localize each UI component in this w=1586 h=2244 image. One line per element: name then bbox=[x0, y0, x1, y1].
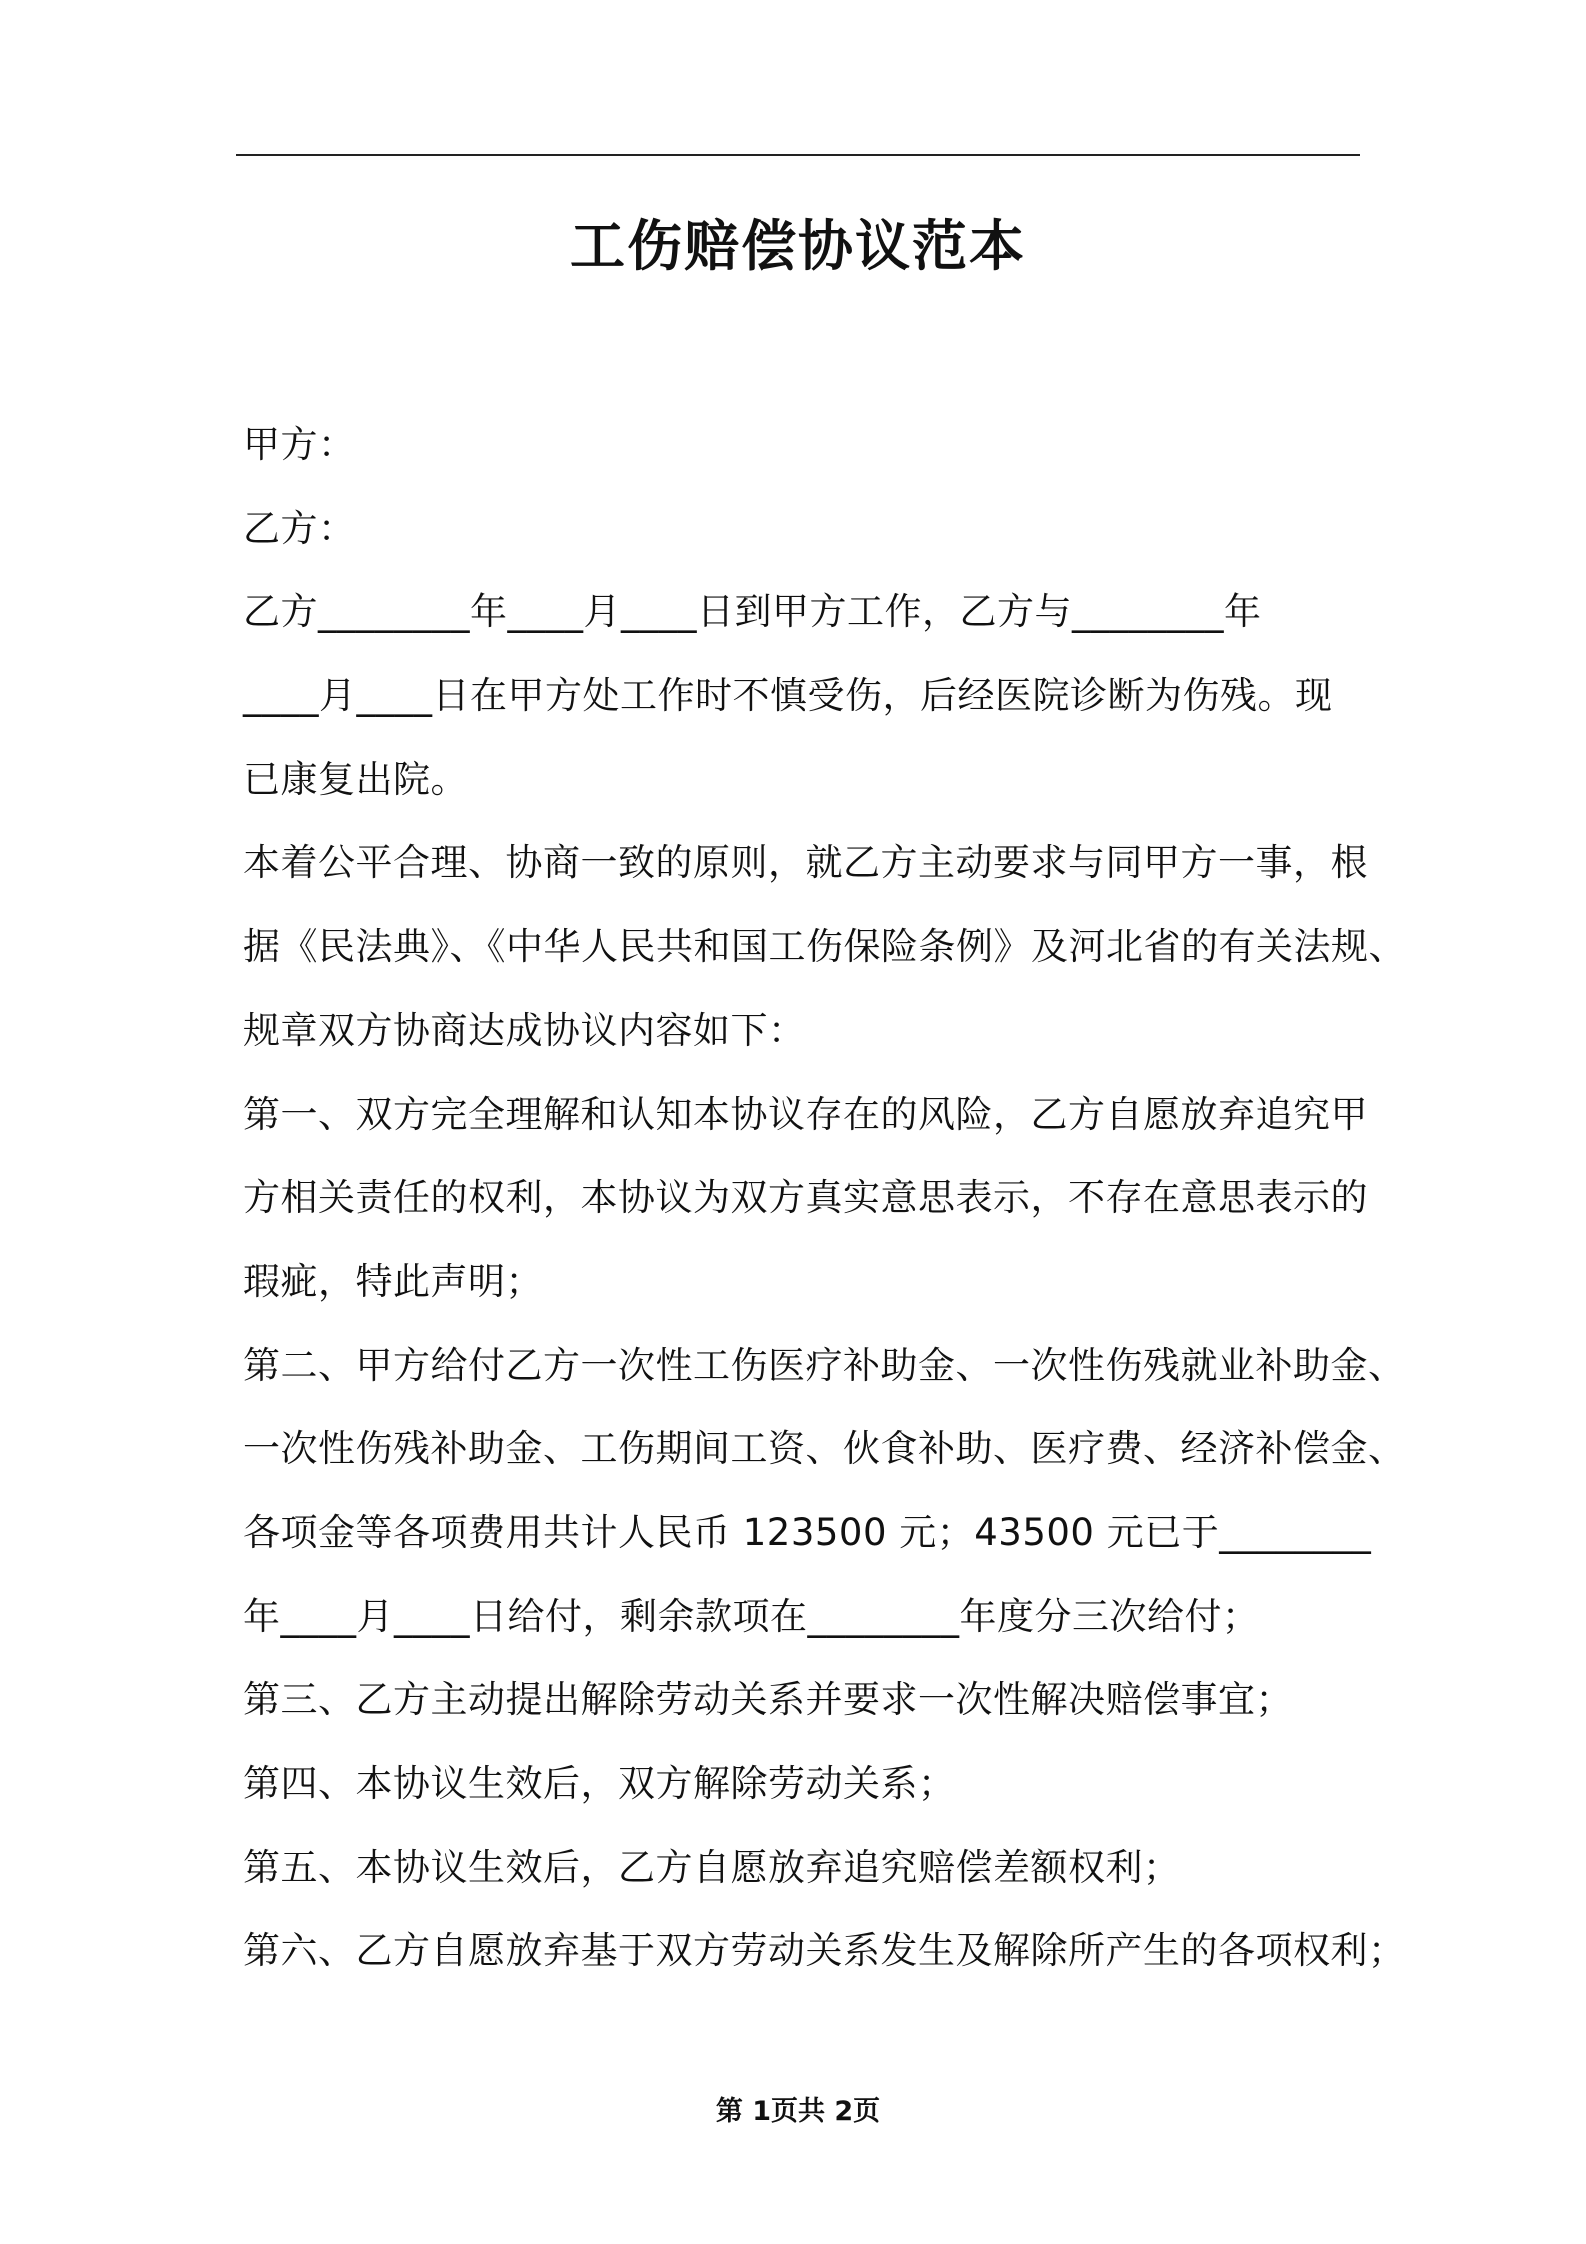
clause-6-line: 第六、乙方自愿放弃基于双方劳动关系发生及解除所产生的各项权利； bbox=[243, 1929, 1406, 1973]
clause-2-line: 年____月____日给付，剩余款项在________年度分三次给付； bbox=[243, 1594, 1260, 1638]
page-number-footer: 第 1页共 2页 bbox=[715, 2096, 881, 2127]
clause-1-line: 瑕疵，特此声明； bbox=[243, 1259, 543, 1303]
body-line: 本着公平合理、协商一致的原则，就乙方主动要求与同甲方一事，根 bbox=[243, 841, 1368, 885]
clause-2-line: 各项金等各项费用共计人民币 123500 元；43500 元已于________ bbox=[243, 1510, 1372, 1554]
clause-2-line: 第二、甲方给付乙方一次性工伤医疗补助金、一次性伤残就业补助金、 bbox=[243, 1343, 1406, 1387]
body-line: 据《民法典》、《中华人民共和国工伤保险条例》及河北省的有关法规、 bbox=[243, 925, 1406, 969]
header-rule bbox=[236, 154, 1360, 156]
clause-3-line: 第三、乙方主动提出解除劳动关系并要求一次性解决赔偿事宜； bbox=[243, 1678, 1293, 1722]
document-body bbox=[243, 403, 1406, 1993]
document-title: 工伤赔偿协议范本 bbox=[569, 214, 1026, 278]
body-line-party-a: 甲方： bbox=[243, 423, 356, 466]
clause-1-line: 第一、双方完全理解和认知本协议存在的风险，乙方自愿放弃追究甲 bbox=[243, 1092, 1368, 1136]
body-line-party-b: 乙方： bbox=[243, 506, 356, 550]
clause-5-line: 第五、本协议生效后，乙方自愿放弃追究赔偿差额权利； bbox=[243, 1845, 1181, 1889]
body-line: 乙方________年____月____日到甲方工作，乙方与________年 bbox=[243, 590, 1262, 634]
body-line: ____月____日在甲方处工作时不慎受伤，后经医院诊断为伤残。现 bbox=[243, 674, 1333, 718]
clause-2-line: 一次性伤残补助金、工伤期间工资、伙食补助、医疗费、经济补偿金、 bbox=[243, 1427, 1406, 1471]
body-line: 已康复出院。 bbox=[243, 757, 468, 801]
clause-1-line: 方相关责任的权利，本协议为双方真实意思表示，不存在意思表示的 bbox=[243, 1176, 1368, 1220]
body-line: 规章双方协商达成协议内容如下： bbox=[243, 1008, 806, 1052]
clause-4-line: 第四、本协议生效后，双方解除劳动关系； bbox=[243, 1762, 956, 1805]
